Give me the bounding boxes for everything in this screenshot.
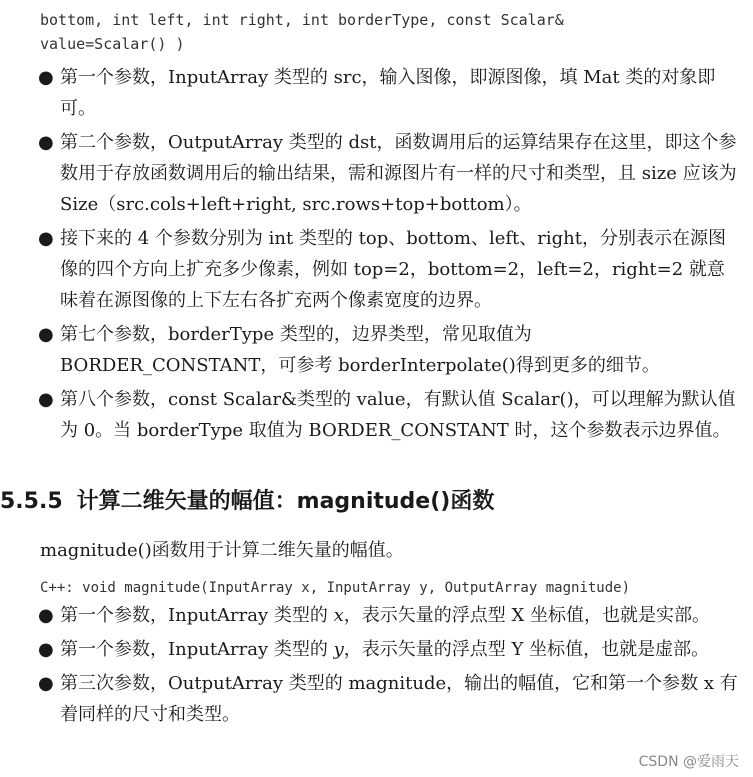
watermark: CSDN @爱雨天 (638, 754, 739, 770)
bullet-icon: ● (38, 228, 54, 249)
bullet-icon: ● (38, 67, 54, 88)
bullet-icon: ● (38, 673, 54, 694)
list-item: ● 第一个参数，InputArray 类型的 x，表示矢量的浮点型 X 坐标值，也就是实部。 (38, 600, 740, 631)
section-title: 计算二维矢量的幅值：magnitude()函数 (76, 489, 495, 514)
code-line: value=Scalar() ) (40, 35, 185, 53)
code-continuation (40, 8, 564, 56)
bullet-icon: ● (38, 605, 54, 626)
function-signature: C++: void magnitude(InputArray x, InputArray y, OutputArray magnitude) (40, 580, 631, 596)
list-item: ● 第三次参数，OutputArray 类型的 magnitude，输出的幅值，它和第一个参数 x 有着同样的尺寸和类型。 (38, 668, 740, 730)
list-item: ● 第一个参数，InputArray 类型的 src，输入图像，即源图像，填 Mat 类的对象即可。 (38, 62, 740, 124)
list-item: ● 第一个参数，InputArray 类型的 y，表示矢量的浮点型 Y 坐标值，也就是虚部。 (38, 634, 740, 665)
list-item: ● 第八个参数，const Scalar&类型的 value，有默认值 Scalar()，可以理解为默认值为 0。当 borderType 取值为 BORDER_CONSTANT 时，这个参数表示边界值。 (38, 384, 740, 446)
intro-text: magnitude()函数用于计算二维矢量的幅值。 (40, 540, 404, 561)
bullet-icon: ● (38, 389, 54, 410)
section-number: 5.5.5 (0, 489, 63, 514)
section-heading (0, 484, 494, 515)
bullet-icon: ● (38, 639, 54, 660)
bullet-icon: ● (38, 132, 54, 153)
parameter-list (38, 62, 740, 449)
parameter-list-magnitude (38, 600, 740, 733)
list-item: ● 第七个参数，borderType 类型的，边界类型，常见取值为 BORDER_CONSTANT，可参考 borderInterpolate()得到更多的细节。 (38, 319, 740, 381)
code-line: bottom, int left, int right, int borderType, const Scalar& (40, 11, 564, 29)
bullet-icon: ● (38, 324, 54, 345)
list-item: ● 接下来的 4 个参数分别为 int 类型的 top、bottom、left、right，分别表示在源图像的四个方向上扩充多少像素，例如 top=2，bottom=2，left=2，right=2 就意味着在源图像的上下左右各扩充两个像素宽度的边界。 (38, 223, 740, 316)
list-item: ● 第二个参数，OutputArray 类型的 dst，函数调用后的运算结果存在这里，即这个参数用于存放函数调用后的输出结果，需和源图片有一样的尺寸和类型，且 size 应该为 Size（src.cols+left+right, src.rows+top+bottom）。 (38, 127, 740, 220)
